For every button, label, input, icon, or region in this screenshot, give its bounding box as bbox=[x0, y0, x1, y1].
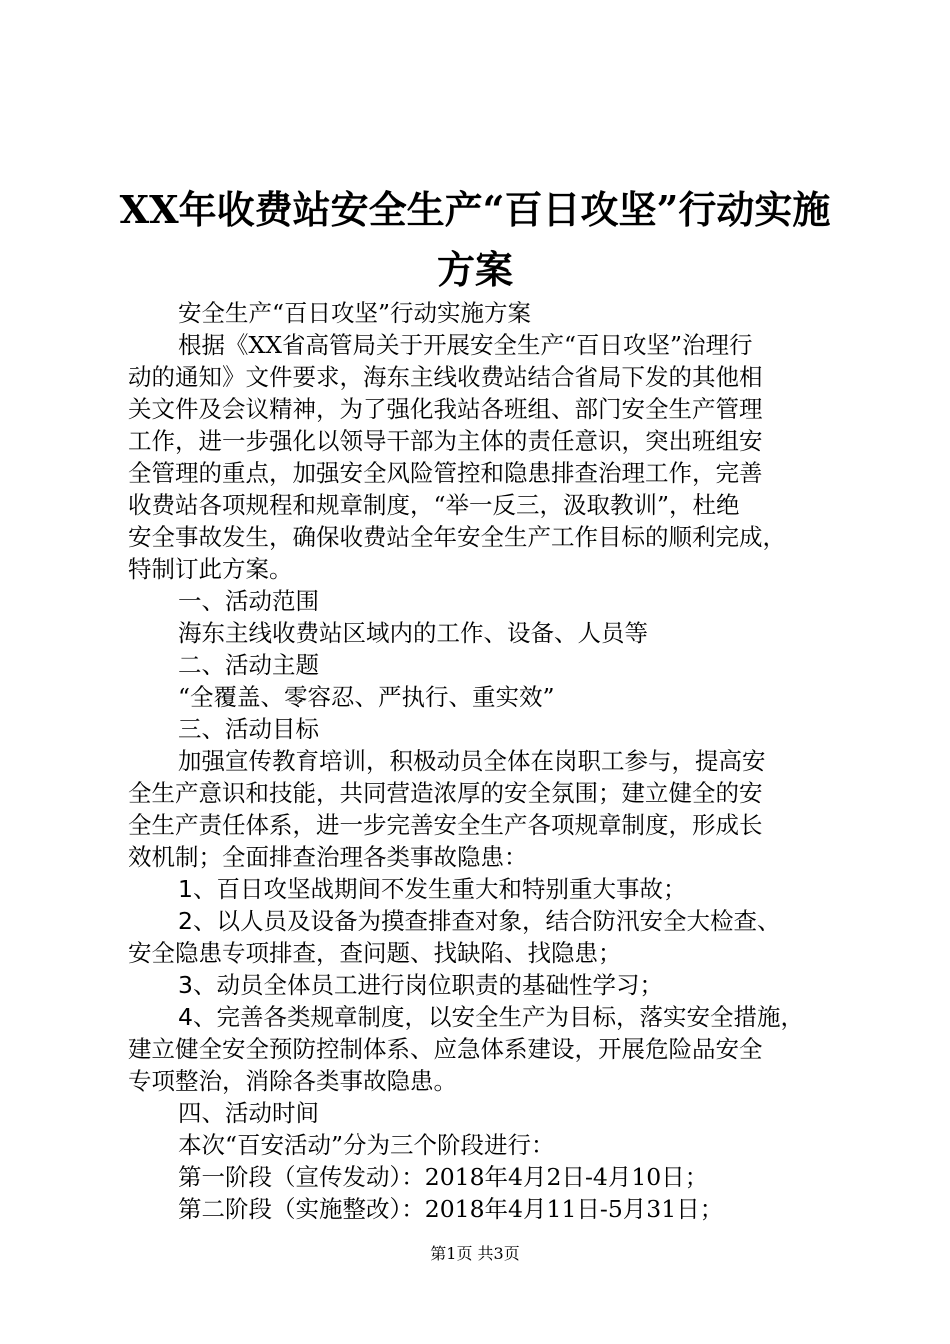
list-item-4-continued: 建立健全安全预防控制体系、应急体系建设，开展危险品安全 bbox=[128, 1035, 763, 1063]
paragraph-line: 全生产责任体系，进一步完善安全生产各项规章制度，形成长 bbox=[128, 811, 763, 839]
paragraph-line: 动的通知》文件要求，海东主线收费站结合省局下发的其他相 bbox=[128, 363, 763, 391]
list-item-2: 2、以人员及设备为摸查排查对象，结合防汛安全大检查、 bbox=[178, 907, 781, 935]
page-footer: 第1页 共3页 bbox=[430, 1244, 520, 1263]
phase-line: 第二阶段（实施整改）：2018年4月11日-5月31日； bbox=[178, 1195, 724, 1223]
document-title-line-1: XX年收费站安全生产“百日攻坚”行动实施 bbox=[119, 187, 831, 232]
subtitle-line: 安全生产“百日攻坚”行动实施方案 bbox=[178, 299, 532, 327]
paragraph-line: 加强宣传教育培训，积极动员全体在岗职工参与，提高安 bbox=[178, 747, 766, 775]
paragraph-line: 海东主线收费站区域内的工作、设备、人员等 bbox=[178, 619, 648, 647]
list-item-4-continued: 专项整治，消除各类事故隐患。 bbox=[128, 1067, 457, 1095]
phase-line: 第一阶段（宣传发动）：2018年4月2日-4月10日； bbox=[178, 1163, 709, 1191]
list-item-1: 1、百日攻坚战期间不发生重大和特别重大事故； bbox=[178, 875, 687, 903]
paragraph-line: 全生产意识和技能，共同营造浓厚的安全氛围；建立健全的安 bbox=[128, 779, 763, 807]
section-heading: 一、活动范围 bbox=[178, 587, 319, 615]
list-item-4: 4、完善各类规章制度，以安全生产为目标，落实安全措施， bbox=[178, 1003, 804, 1031]
paragraph-line: 效机制；全面排查治理各类事故隐患： bbox=[128, 843, 528, 871]
paragraph-line: 本次“百安活动”分为三个阶段进行： bbox=[178, 1131, 555, 1159]
paragraph-line: “全覆盖、零容忍、严执行、重实效” bbox=[178, 683, 555, 711]
paragraph-line: 根据《XX省高管局关于开展安全生产“百日攻坚”治理行 bbox=[178, 331, 753, 359]
paragraph-line: 全管理的重点，加强安全风险管控和隐患排查治理工作，完善 bbox=[128, 459, 763, 487]
list-item-2-continued: 安全隐患专项排查，查问题、找缺陷、找隐患； bbox=[128, 939, 622, 967]
paragraph-line: 工作，进一步强化以领导干部为主体的责任意识，突出班组安 bbox=[128, 427, 763, 455]
document-title-line-2: 方案 bbox=[436, 247, 513, 292]
section-heading: 四、活动时间 bbox=[178, 1099, 319, 1127]
paragraph-line: 安全事故发生，确保收费站全年安全生产工作目标的顺利完成， bbox=[128, 523, 786, 551]
paragraph-line: 特制订此方案。 bbox=[128, 555, 293, 583]
list-item-3: 3、动员全体员工进行岗位职责的基础性学习； bbox=[178, 971, 663, 999]
section-heading: 三、活动目标 bbox=[178, 715, 319, 743]
section-heading: 二、活动主题 bbox=[178, 651, 319, 679]
paragraph-line: 收费站各项规程和规章制度，“举一反三，汲取教训”，杜绝 bbox=[128, 491, 740, 519]
paragraph-line: 关文件及会议精神，为了强化我站各班组、部门安全生产管理 bbox=[128, 395, 763, 423]
